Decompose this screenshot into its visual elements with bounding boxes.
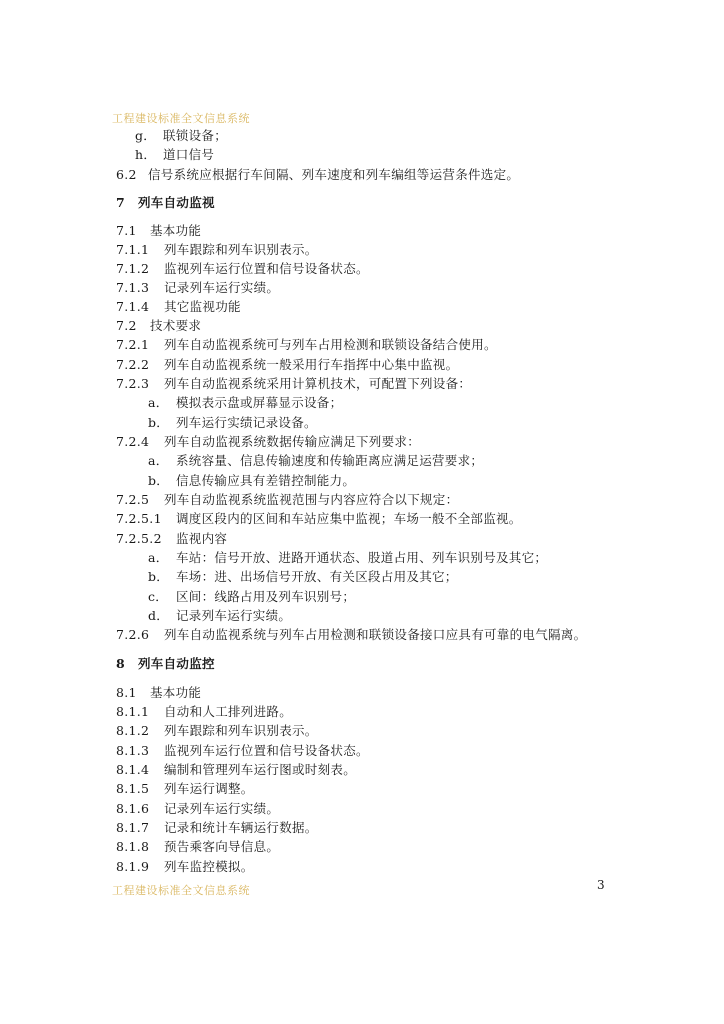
clause-number: 8.1.4 <box>116 762 150 777</box>
clause-number: 8.1.2 <box>116 723 150 738</box>
clause-number: 8.1.1 <box>116 704 150 719</box>
item-marker: b． <box>148 569 170 584</box>
clause-number: 7.2.6 <box>116 627 150 642</box>
clause-number: 8.1.7 <box>116 820 150 835</box>
clause-number: 8.1 <box>116 685 137 700</box>
section-number: 8 <box>116 656 125 671</box>
watermark-footer: 工程建设标准全文信息系统 <box>112 884 250 897</box>
clause-text: 列车监控模拟。 <box>164 859 254 874</box>
clause-text: 列车自动监视系统一般采用行车指挥中心集中监视。 <box>164 357 459 372</box>
item-marker: a． <box>148 550 169 565</box>
clause-text: 列车自动监视系统可与列车占用检测和联锁设备结合使用。 <box>164 337 497 352</box>
clause-text: 信号系统应根据行车间隔、列车速度和列车编组等运营条件选定。 <box>148 167 520 182</box>
clause-text: 记录和统计车辆运行数据。 <box>164 820 318 835</box>
clause-text: 列车自动监视系统与列车占用检测和联锁设备接口应具有可靠的电气隔离。 <box>164 627 587 642</box>
item-marker: d． <box>148 608 170 623</box>
item-text: 信息传输应具有差错控制能力。 <box>176 473 356 488</box>
clause-number: 7.1.2 <box>116 261 150 276</box>
clause-number: 7.2.2 <box>116 357 150 372</box>
clause-number: 8.1.9 <box>116 859 150 874</box>
clause-text: 列车自动监视系统数据传输应满足下列要求： <box>164 434 421 449</box>
clause-text: 列车自动监视系统采用计算机技术，可配置下列设备： <box>164 376 472 391</box>
clause-text: 列车运行调整。 <box>164 781 254 796</box>
page-number: 3 <box>597 878 605 892</box>
item-marker: a． <box>148 395 169 410</box>
clause-text: 基本功能 <box>150 223 202 238</box>
clause-text: 其它监视功能 <box>164 299 241 314</box>
item-text: 模拟表示盘或屏幕显示设备； <box>176 395 343 410</box>
section-title: 列车自动监视 <box>138 195 215 210</box>
clause-text: 自动和人工排列进路。 <box>164 704 293 719</box>
item-marker: b． <box>148 415 170 430</box>
item-text: 列车运行实绩记录设备。 <box>176 415 317 430</box>
item-marker: c． <box>148 589 169 604</box>
clause-text: 监视列车运行位置和信号设备状态。 <box>164 743 369 758</box>
item-marker: h． <box>135 147 157 162</box>
clause-number: 6.2 <box>116 167 137 182</box>
clause-text: 基本功能 <box>150 685 202 700</box>
clause-number: 7.2.4 <box>116 434 150 449</box>
clause-number: 7.2 <box>116 318 137 333</box>
section-number: 7 <box>116 195 125 210</box>
clause-number: 8.1.3 <box>116 743 150 758</box>
clause-number: 8.1.5 <box>116 781 150 796</box>
item-text: 区间：线路占用及列车识别号； <box>176 589 356 604</box>
item-text: 车场：进、出场信号开放、有关区段占用及其它； <box>176 569 458 584</box>
clause-text: 记录列车运行实绩。 <box>164 801 280 816</box>
item-text: 记录列车运行实绩。 <box>176 608 292 623</box>
clause-number: 7.2.5.2 <box>116 531 162 546</box>
clause-text: 记录列车运行实绩。 <box>164 280 280 295</box>
clause-text: 预告乘客向导信息。 <box>164 839 280 854</box>
clause-text: 监视内容 <box>176 531 228 546</box>
clause-number: 7.2.5.1 <box>116 511 162 526</box>
clause-number: 7.1.3 <box>116 280 150 295</box>
clause-text: 列车跟踪和列车识别表示。 <box>164 242 318 257</box>
clause-number: 7.2.5 <box>116 492 150 507</box>
item-text: 车站：信号开放、进路开通状态、股道占用、列车识别号及其它； <box>176 550 548 565</box>
clause-text: 监视列车运行位置和信号设备状态。 <box>164 261 369 276</box>
item-marker: g． <box>135 128 157 143</box>
clause-text: 调度区段内的区间和车站应集中监视；车场一般不全部监视。 <box>176 511 522 526</box>
item-text: 系统容量、信息传输速度和传输距离应满足运营要求； <box>176 453 484 468</box>
watermark-header: 工程建设标准全文信息系统 <box>112 112 250 125</box>
clause-text: 编制和管理列车运行图或时刻表。 <box>164 762 357 777</box>
clause-number: 7.1.4 <box>116 299 150 314</box>
clause-text: 列车跟踪和列车识别表示。 <box>164 723 318 738</box>
clause-text: 列车自动监视系统监视范围与内容应符合以下规定： <box>164 492 459 507</box>
clause-number: 7.2.1 <box>116 337 150 352</box>
clause-number: 7.1.1 <box>116 242 150 257</box>
item-marker: a． <box>148 453 169 468</box>
item-text: 道口信号 <box>163 147 215 162</box>
clause-number: 8.1.8 <box>116 839 150 854</box>
clause-text: 技术要求 <box>150 318 202 333</box>
section-title: 列车自动监控 <box>138 656 215 671</box>
clause-number: 7.1 <box>116 223 137 238</box>
clause-number: 7.2.3 <box>116 376 150 391</box>
item-marker: b． <box>148 473 170 488</box>
clause-number: 8.1.6 <box>116 801 150 816</box>
item-text: 联锁设备； <box>163 128 228 143</box>
